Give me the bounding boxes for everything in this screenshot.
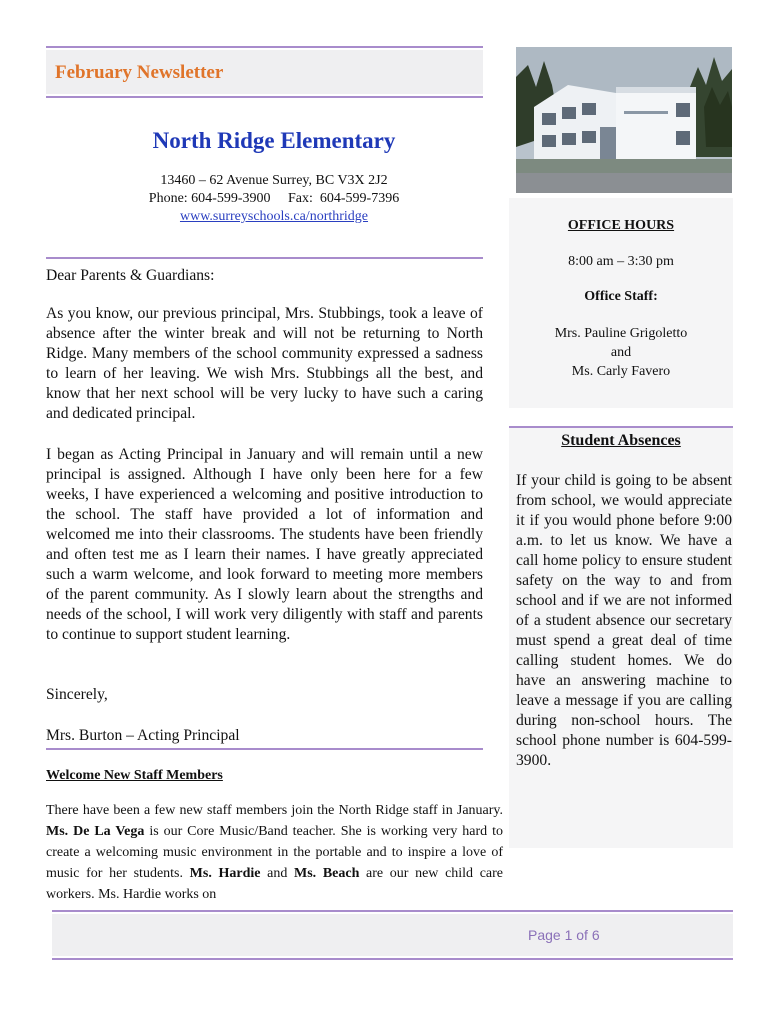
office-staff-name: Mrs. Pauline Grigoletto bbox=[554, 326, 688, 341]
absences-text: If your child is going to be absent from school, we would appreciate it if you would phone before 9:00 a.m. to let us know. We have a call home policy to ensure student safety on the way to and from school and if we are not informed of a student absence our secretary must spend a great deal of time calling student homes. We do have an answering machine to leave a message if you are calling during non-school hours. The school phone number is 604-599-3900. bbox=[516, 472, 732, 769]
footer-bar bbox=[52, 914, 733, 956]
office-staff-heading: Office Staff: bbox=[584, 289, 658, 304]
office-hours-time: 8:00 am – 3:30 pm bbox=[568, 254, 674, 269]
footer-top-rule bbox=[52, 910, 733, 912]
staff-name-hardie: Ms. Hardie bbox=[189, 866, 261, 881]
letter-paragraph-1: As you know, our previous principal, Mrs. Stubbings, took a leave of absence after the winter break and will not be returning to North Ridge. Many members of the school community expressed a sadness to learn of her leaving. We wish Mrs. Stubbings all the best, and know that her next school will be very lucky to have such a caring and dedicated principal. bbox=[46, 305, 483, 422]
letter-paragraph-2: I began as Acting Principal in January and will remain until a new principal is assigned. Although I have only been here for a few weeks, I have experienced a welcoming and positive introduction to the school. The staff have provided a lot of information and welcomed me into their classrooms. The students have been friendly and often test me as I learn their names. I have greatly appreciated such a warm welcome, and look forward to meeting more members of the parent community. As I slowly learn about the strengths and needs of the school, I will work very diligently with staff and parents to continue to support student learning. bbox=[46, 446, 483, 643]
staff-text-part: There have been a few new staff members join the North Ridge staff in January. bbox=[46, 803, 503, 818]
office-hours-heading: OFFICE HOURS bbox=[567, 218, 675, 233]
footer-bottom-rule bbox=[52, 958, 733, 960]
staff-name-de-la-vega: Ms. De La Vega bbox=[46, 824, 145, 839]
staff-name-beach: Ms. Beach bbox=[294, 866, 360, 881]
school-name: North Ridge Elementary bbox=[152, 128, 396, 153]
school-building-photo bbox=[516, 47, 732, 193]
school-phone-fax: Phone: 604-599-3900 Fax: 604-599-7396 bbox=[148, 191, 400, 206]
header-rule bbox=[46, 257, 483, 259]
page-number: Page 1 of 6 bbox=[528, 927, 600, 943]
office-staff-and: and bbox=[610, 345, 632, 360]
banner-top-rule bbox=[46, 46, 483, 48]
staff-section-text bbox=[46, 800, 503, 905]
school-address: 13460 – 62 Avenue Surrey, BC V3X 2J2 bbox=[160, 173, 388, 188]
banner-bottom-rule bbox=[46, 96, 483, 98]
school-website-link[interactable]: www.surreyschools.ca/northridge bbox=[179, 209, 369, 224]
absences-heading: Student Absences bbox=[561, 432, 681, 449]
office-staff-list bbox=[509, 324, 733, 381]
staff-text-part: are our new child care workers. Ms. Hardie works on bbox=[46, 866, 504, 902]
letter-signature: Mrs. Burton – Acting Principal bbox=[46, 727, 240, 744]
signature-rule bbox=[46, 748, 483, 750]
staff-text-part: and bbox=[260, 866, 294, 881]
letter-closing: Sincerely, bbox=[46, 686, 108, 703]
staff-section-heading: Welcome New Staff Members bbox=[46, 768, 223, 783]
letter-greeting: Dear Parents & Guardians: bbox=[46, 267, 215, 284]
office-staff-name: Ms. Carly Favero bbox=[571, 364, 671, 379]
school-website-row bbox=[46, 207, 502, 227]
newsletter-title: February Newsletter bbox=[55, 62, 224, 83]
staff-text-part: is our Core Music/Band teacher. She is working very hard to create a welcoming music environment in the portable and to inspire a love of music for her students. bbox=[46, 824, 503, 881]
